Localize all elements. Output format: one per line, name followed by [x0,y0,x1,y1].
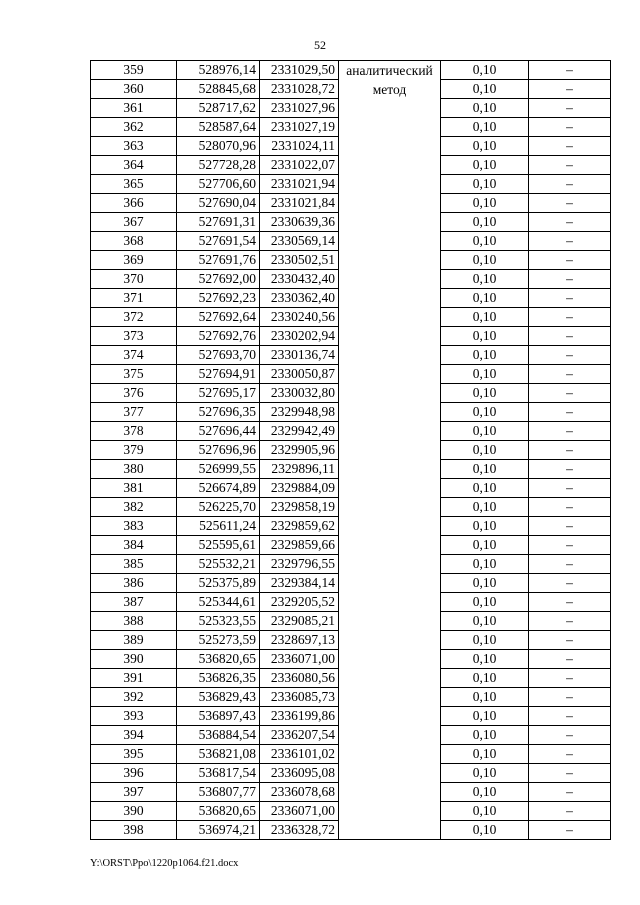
y-coordinate-cell: 2329384,14 [260,574,339,593]
note-cell: – [529,403,611,422]
x-coordinate-cell: 536820,65 [177,650,260,669]
y-coordinate-cell: 2329884,09 [260,479,339,498]
x-coordinate-cell: 527696,96 [177,441,260,460]
point-number-cell: 369 [91,251,177,270]
x-coordinate-cell: 526674,89 [177,479,260,498]
note-cell: – [529,498,611,517]
accuracy-cell: 0,10 [441,213,529,232]
point-number-cell: 386 [91,574,177,593]
y-coordinate-cell: 2336071,00 [260,650,339,669]
note-cell: – [529,327,611,346]
note-cell: – [529,251,611,270]
y-coordinate-cell: 2330502,51 [260,251,339,270]
table-body [91,61,611,840]
x-coordinate-cell: 536826,35 [177,669,260,688]
note-cell: – [529,384,611,403]
accuracy-cell: 0,10 [441,726,529,745]
x-coordinate-cell: 525375,89 [177,574,260,593]
accuracy-cell: 0,10 [441,498,529,517]
point-number-cell: 397 [91,783,177,802]
y-coordinate-cell: 2336095,08 [260,764,339,783]
accuracy-cell: 0,10 [441,821,529,840]
x-coordinate-cell: 527693,70 [177,346,260,365]
y-coordinate-cell: 2329948,98 [260,403,339,422]
note-cell: – [529,289,611,308]
y-coordinate-cell: 2329085,21 [260,612,339,631]
y-coordinate-cell: 2329205,52 [260,593,339,612]
accuracy-cell: 0,10 [441,99,529,118]
y-coordinate-cell: 2331027,96 [260,99,339,118]
x-coordinate-cell: 526225,70 [177,498,260,517]
note-cell: – [529,745,611,764]
x-coordinate-cell: 527692,23 [177,289,260,308]
accuracy-cell: 0,10 [441,251,529,270]
point-number-cell: 387 [91,593,177,612]
y-coordinate-cell: 2329942,49 [260,422,339,441]
point-number-cell: 375 [91,365,177,384]
x-coordinate-cell: 525611,24 [177,517,260,536]
accuracy-cell: 0,10 [441,327,529,346]
note-cell: – [529,99,611,118]
note-cell: – [529,308,611,327]
accuracy-cell: 0,10 [441,346,529,365]
x-coordinate-cell: 527692,64 [177,308,260,327]
accuracy-cell: 0,10 [441,422,529,441]
point-number-cell: 383 [91,517,177,536]
note-cell: – [529,631,611,650]
accuracy-cell: 0,10 [441,764,529,783]
note-cell: – [529,650,611,669]
point-number-cell: 377 [91,403,177,422]
y-coordinate-cell: 2330569,14 [260,232,339,251]
accuracy-cell: 0,10 [441,441,529,460]
y-coordinate-cell: 2329896,11 [260,460,339,479]
point-number-cell: 364 [91,156,177,175]
note-cell: – [529,574,611,593]
y-coordinate-cell: 2328697,13 [260,631,339,650]
note-cell: – [529,555,611,574]
point-number-cell: 365 [91,175,177,194]
note-cell: – [529,517,611,536]
point-number-cell: 389 [91,631,177,650]
point-number-cell: 388 [91,612,177,631]
x-coordinate-cell: 525273,59 [177,631,260,650]
x-coordinate-cell: 528845,68 [177,80,260,99]
accuracy-cell: 0,10 [441,593,529,612]
note-cell: – [529,479,611,498]
note-cell: – [529,669,611,688]
point-number-cell: 384 [91,536,177,555]
accuracy-cell: 0,10 [441,555,529,574]
point-number-cell: 390 [91,650,177,669]
coordinates-table [90,60,611,840]
note-cell: – [529,137,611,156]
y-coordinate-cell: 2330032,80 [260,384,339,403]
point-number-cell: 394 [91,726,177,745]
accuracy-cell: 0,10 [441,289,529,308]
note-cell: – [529,821,611,840]
point-number-cell: 396 [91,764,177,783]
note-cell: – [529,764,611,783]
note-cell: – [529,175,611,194]
x-coordinate-cell: 528070,96 [177,137,260,156]
y-coordinate-cell: 2329905,96 [260,441,339,460]
x-coordinate-cell: 536974,21 [177,821,260,840]
note-cell: – [529,156,611,175]
footer-file-path: Y:\ORST\Ppo\1220p1064.f21.docx [90,858,239,869]
note-cell: – [529,80,611,99]
y-coordinate-cell: 2336328,72 [260,821,339,840]
note-cell: – [529,346,611,365]
y-coordinate-cell: 2336085,73 [260,688,339,707]
point-number-cell: 368 [91,232,177,251]
accuracy-cell: 0,10 [441,80,529,99]
accuracy-cell: 0,10 [441,802,529,821]
y-coordinate-cell: 2329858,19 [260,498,339,517]
note-cell: – [529,213,611,232]
accuracy-cell: 0,10 [441,460,529,479]
accuracy-cell: 0,10 [441,61,529,80]
note-cell: – [529,422,611,441]
accuracy-cell: 0,10 [441,118,529,137]
x-coordinate-cell: 525344,61 [177,593,260,612]
x-coordinate-cell: 528976,14 [177,61,260,80]
accuracy-cell: 0,10 [441,194,529,213]
point-number-cell: 376 [91,384,177,403]
note-cell: – [529,460,611,479]
accuracy-cell: 0,10 [441,574,529,593]
point-number-cell: 382 [91,498,177,517]
x-coordinate-cell: 536817,54 [177,764,260,783]
y-coordinate-cell: 2336078,68 [260,783,339,802]
note-cell: – [529,365,611,384]
point-number-cell: 370 [91,270,177,289]
point-number-cell: 360 [91,80,177,99]
y-coordinate-cell: 2331022,07 [260,156,339,175]
accuracy-cell: 0,10 [441,479,529,498]
point-number-cell: 378 [91,422,177,441]
y-coordinate-cell: 2330639,36 [260,213,339,232]
x-coordinate-cell: 536897,43 [177,707,260,726]
y-coordinate-cell: 2331027,19 [260,118,339,137]
accuracy-cell: 0,10 [441,669,529,688]
accuracy-cell: 0,10 [441,308,529,327]
point-number-cell: 385 [91,555,177,574]
point-number-cell: 379 [91,441,177,460]
y-coordinate-cell: 2329859,62 [260,517,339,536]
note-cell: – [529,688,611,707]
x-coordinate-cell: 527706,60 [177,175,260,194]
point-number-cell: 359 [91,61,177,80]
accuracy-cell: 0,10 [441,232,529,251]
x-coordinate-cell: 536820,65 [177,802,260,821]
point-number-cell: 392 [91,688,177,707]
x-coordinate-cell: 525532,21 [177,555,260,574]
y-coordinate-cell: 2336071,00 [260,802,339,821]
note-cell: – [529,593,611,612]
y-coordinate-cell: 2336101,02 [260,745,339,764]
note-cell: – [529,270,611,289]
x-coordinate-cell: 528587,64 [177,118,260,137]
note-cell: – [529,783,611,802]
point-number-cell: 398 [91,821,177,840]
point-number-cell: 374 [91,346,177,365]
point-number-cell: 366 [91,194,177,213]
y-coordinate-cell: 2330240,56 [260,308,339,327]
accuracy-cell: 0,10 [441,745,529,764]
x-coordinate-cell: 525595,61 [177,536,260,555]
point-number-cell: 363 [91,137,177,156]
note-cell: – [529,118,611,137]
accuracy-cell: 0,10 [441,517,529,536]
note-cell: – [529,536,611,555]
table-row [91,61,611,80]
point-number-cell: 381 [91,479,177,498]
x-coordinate-cell: 527694,91 [177,365,260,384]
accuracy-cell: 0,10 [441,612,529,631]
point-number-cell: 361 [91,99,177,118]
point-number-cell: 390 [91,802,177,821]
y-coordinate-cell: 2331028,72 [260,80,339,99]
method-cell: аналитический метод [339,61,441,840]
note-cell: – [529,802,611,821]
x-coordinate-cell: 527691,54 [177,232,260,251]
accuracy-cell: 0,10 [441,650,529,669]
x-coordinate-cell: 527695,17 [177,384,260,403]
y-coordinate-cell: 2330202,94 [260,327,339,346]
y-coordinate-cell: 2336199,86 [260,707,339,726]
y-coordinate-cell: 2336080,56 [260,669,339,688]
note-cell: – [529,194,611,213]
x-coordinate-cell: 527692,76 [177,327,260,346]
page-number: 52 [314,38,326,52]
accuracy-cell: 0,10 [441,156,529,175]
accuracy-cell: 0,10 [441,783,529,802]
point-number-cell: 362 [91,118,177,137]
note-cell: – [529,726,611,745]
accuracy-cell: 0,10 [441,137,529,156]
point-number-cell: 372 [91,308,177,327]
accuracy-cell: 0,10 [441,631,529,650]
x-coordinate-cell: 527690,04 [177,194,260,213]
note-cell: – [529,707,611,726]
note-cell: – [529,612,611,631]
x-coordinate-cell: 536821,08 [177,745,260,764]
x-coordinate-cell: 527696,44 [177,422,260,441]
accuracy-cell: 0,10 [441,270,529,289]
x-coordinate-cell: 527691,76 [177,251,260,270]
x-coordinate-cell: 526999,55 [177,460,260,479]
x-coordinate-cell: 536807,77 [177,783,260,802]
x-coordinate-cell: 536829,43 [177,688,260,707]
y-coordinate-cell: 2331021,84 [260,194,339,213]
y-coordinate-cell: 2336207,54 [260,726,339,745]
x-coordinate-cell: 527691,31 [177,213,260,232]
x-coordinate-cell: 527692,00 [177,270,260,289]
accuracy-cell: 0,10 [441,536,529,555]
x-coordinate-cell: 527728,28 [177,156,260,175]
note-cell: – [529,441,611,460]
point-number-cell: 393 [91,707,177,726]
note-cell: – [529,61,611,80]
x-coordinate-cell: 527696,35 [177,403,260,422]
note-cell: – [529,232,611,251]
y-coordinate-cell: 2329796,55 [260,555,339,574]
accuracy-cell: 0,10 [441,175,529,194]
accuracy-cell: 0,10 [441,384,529,403]
y-coordinate-cell: 2329859,66 [260,536,339,555]
y-coordinate-cell: 2330432,40 [260,270,339,289]
x-coordinate-cell: 528717,62 [177,99,260,118]
point-number-cell: 373 [91,327,177,346]
point-number-cell: 391 [91,669,177,688]
y-coordinate-cell: 2331029,50 [260,61,339,80]
y-coordinate-cell: 2330136,74 [260,346,339,365]
accuracy-cell: 0,10 [441,403,529,422]
point-number-cell: 371 [91,289,177,308]
accuracy-cell: 0,10 [441,365,529,384]
accuracy-cell: 0,10 [441,707,529,726]
x-coordinate-cell: 525323,55 [177,612,260,631]
y-coordinate-cell: 2331024,11 [260,137,339,156]
x-coordinate-cell: 536884,54 [177,726,260,745]
point-number-cell: 380 [91,460,177,479]
point-number-cell: 367 [91,213,177,232]
y-coordinate-cell: 2330050,87 [260,365,339,384]
y-coordinate-cell: 2331021,94 [260,175,339,194]
point-number-cell: 395 [91,745,177,764]
accuracy-cell: 0,10 [441,688,529,707]
y-coordinate-cell: 2330362,40 [260,289,339,308]
